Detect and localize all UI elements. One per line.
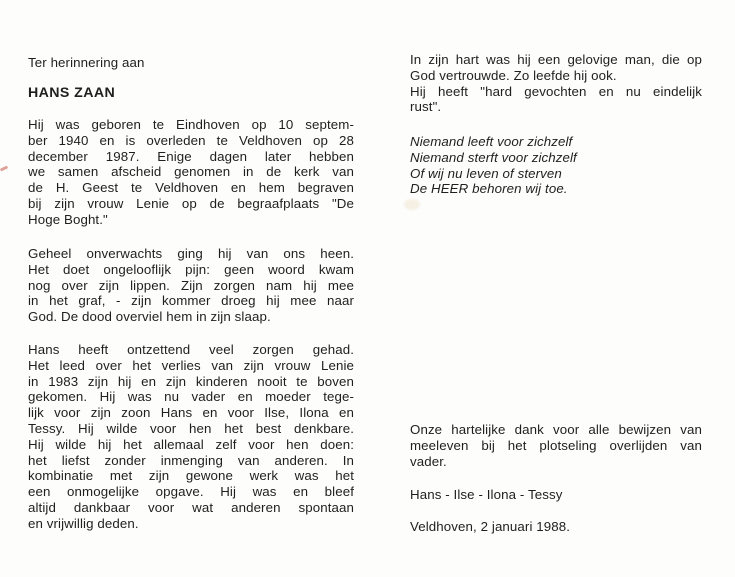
text-line: ber 1940 en is overleden te Veldhoven op 28	[28, 132, 354, 148]
text-line: altijd dankbaar voor wat anderen spontaan	[28, 499, 354, 515]
text-line: vader.	[410, 453, 447, 469]
text-line: Hij wilde hij het allemaal zelf voor hen doen:	[28, 436, 354, 452]
text-line: lijk voor zijn zoon Hans en voor Ilse, Ilona en	[28, 405, 354, 421]
place-dateline: Veldhoven, 2 januari 1988.	[410, 519, 571, 534]
intro-line: Ter herinnering aan	[28, 55, 145, 70]
text-line: meeleven bij het plotseling overlijden van	[410, 437, 702, 453]
text-line: Niemand sterft voor zichzelf	[410, 149, 577, 165]
paragraph-birth-and-burial	[28, 117, 354, 228]
text-line: Hij heeft "hard gevochten en nu eindelijk	[410, 83, 702, 99]
text-line: Tessy. Hij wilde voor hen het best denkbare.	[28, 420, 354, 436]
text-line: Geheel onverwachts ging hij van ons heen.	[28, 246, 354, 261]
text-line: gekomen. Hij was nu vader en moeder tege-	[28, 389, 354, 405]
text-line: God vertrouwde. Zo leefde hij ook.	[410, 67, 617, 83]
scan-artifact-smudge	[404, 199, 420, 210]
text-line: Hij was geboren te Eindhoven op 10 septem-	[28, 117, 354, 132]
text-line: Of wij nu leven of sterven	[410, 165, 562, 181]
paragraph-cares-and-family	[28, 342, 354, 532]
text-line: in 1983 zijn hij en zijn kinderen nooit te boven	[28, 373, 354, 389]
text-line: rust".	[410, 99, 442, 115]
paragraph-faith	[410, 52, 702, 115]
text-line: Het doet ongelooflijk pijn: geen woord kwam	[28, 261, 354, 277]
paragraph-thanks	[410, 422, 702, 469]
text-line: we samen afscheid genomen in de kerk van	[28, 164, 354, 180]
text-line: kombinatie met zijn gewone werk was het	[28, 468, 354, 484]
family-names: Hans - Ilse - Ilona - Tessy	[410, 487, 563, 502]
text-line: Hans heeft ontzettend veel zorgen gehad.	[28, 342, 354, 357]
text-line: De HEER behoren wij toe.	[410, 181, 568, 197]
memorial-poem	[410, 134, 702, 197]
deceased-name: HANS ZAAN	[28, 85, 116, 101]
text-line: Niemand leeft voor zichzelf	[410, 134, 573, 149]
text-line: in het graf, - zijn kommer droeg hij mee naar	[28, 293, 354, 309]
text-line: de H. Geest te Veldhoven en hem begraven	[28, 180, 354, 196]
text-line: nog over zijn lippen. Zijn zorgen nam hij mee	[28, 277, 354, 293]
text-line: Hoge Boght."	[28, 211, 108, 227]
text-line: een onmogelijke opgave. Hij was en bleef	[28, 484, 354, 500]
scan-artifact-red-mark	[0, 165, 8, 171]
paragraph-sudden-death	[28, 246, 354, 325]
text-line: God. De dood overviel hem in zijn slaap.	[28, 309, 271, 325]
text-line: het liefst zonder inmenging van anderen. In	[28, 452, 354, 468]
text-line: december 1987. Enige dagen later hebben	[28, 148, 354, 164]
text-line: Het leed over het verlies van zijn vrouw Lenie	[28, 357, 354, 373]
text-line: en vrijwillig deden.	[28, 515, 139, 531]
text-line: Onze hartelijke dank voor alle bewijzen van	[410, 422, 702, 437]
text-line: In zijn hart was hij een gelovige man, die op	[410, 52, 702, 67]
text-line: bij zijn vrouw Lenie op de begraafplaats "De	[28, 195, 354, 211]
